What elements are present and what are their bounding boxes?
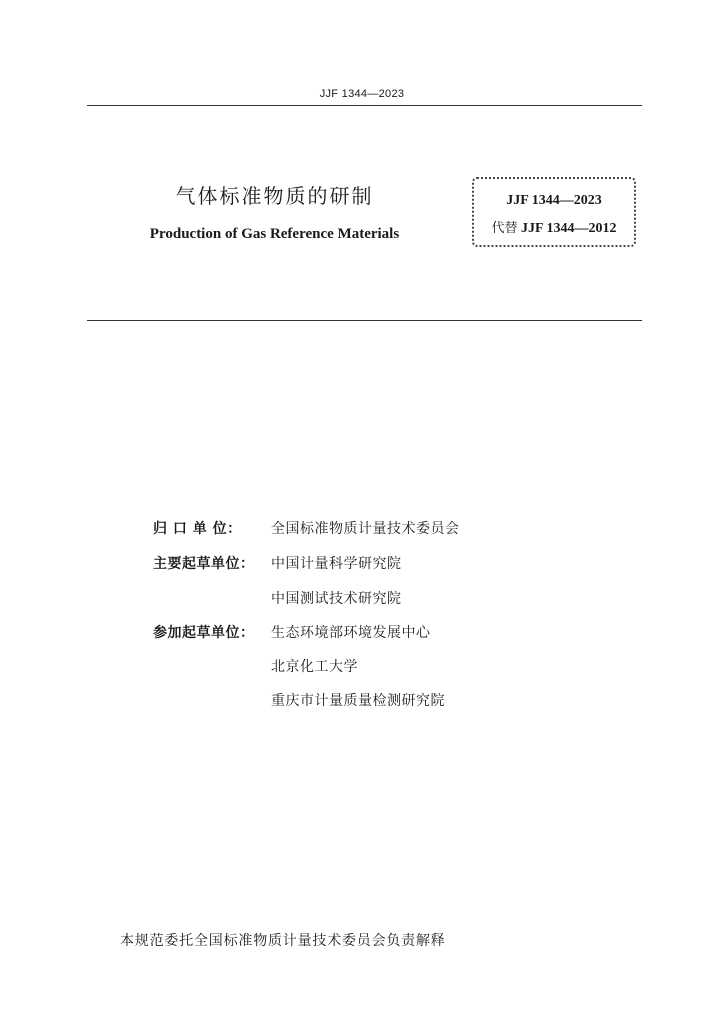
standard-code: JJF 1344—2023 [506, 193, 602, 208]
competent-unit-label: 归 口 单 位： [153, 521, 242, 537]
main-drafting-label: 主要起草单位： [153, 556, 255, 572]
header-rule [87, 105, 642, 106]
replaces-code: JJF 1344—2012 [520, 221, 617, 236]
replaces-prefix: 代替 [491, 221, 518, 236]
participating-unit: 生态环境部环境发展中心 [271, 625, 431, 641]
main-drafting-unit: 中国测试技术研究院 [271, 591, 402, 607]
replaces-line [474, 217, 634, 237]
participating-drafting-row [153, 622, 431, 642]
participating-unit: 北京化工大学 [271, 659, 358, 675]
title-english: Production of Gas Reference Materials [149, 226, 400, 242]
competent-unit-row [153, 518, 460, 538]
main-drafting-unit: 中国计量科学研究院 [271, 556, 402, 572]
running-header: JJF 1344—2023 [319, 88, 405, 100]
section-rule [87, 320, 642, 321]
competent-unit-value: 全国标准物质计量技术委员会 [271, 521, 460, 537]
participating-drafting-label: 参加起草单位： [153, 625, 255, 641]
title-chinese: 气体标准物质的研制 [175, 184, 374, 208]
participating-unit: 重庆市计量质量检测研究院 [271, 693, 445, 709]
standard-code-box [472, 177, 636, 247]
interpretation-note: 本规范委托全国标准物质计量技术委员会负责解释 [120, 933, 446, 949]
main-drafting-row [153, 553, 402, 573]
